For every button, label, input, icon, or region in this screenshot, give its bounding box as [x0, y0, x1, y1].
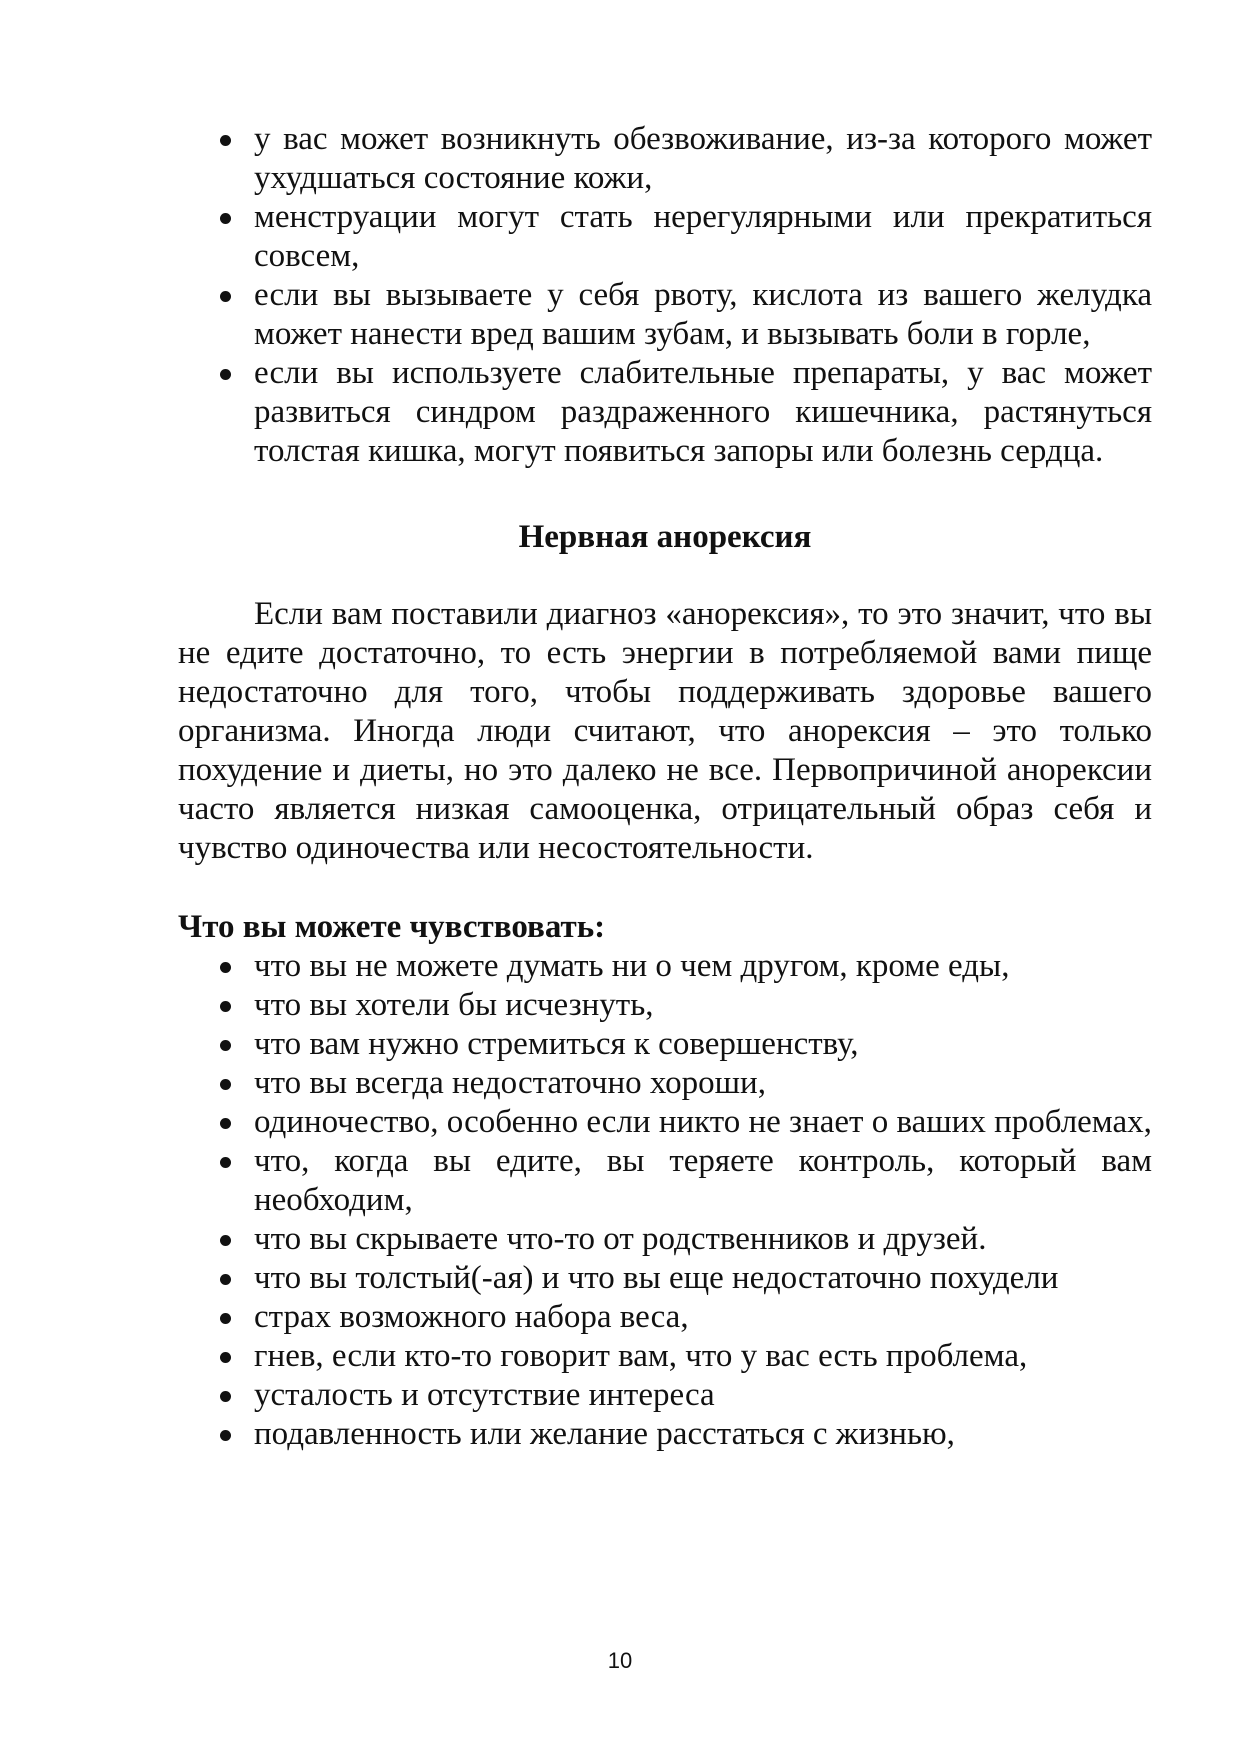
- list-item-text: если вы используете слабительные препараты, у вас может развиться синдром раздраженного кишечника, растянуться толстая кишка, могут появиться запоры или болезнь сердца.: [254, 355, 1152, 469]
- bullet-icon: [220, 1040, 231, 1051]
- list-item-text: подавленность или желание расстаться с жизнью,: [254, 1416, 955, 1452]
- list-item: [178, 1220, 1152, 1259]
- list-item: [178, 1337, 1152, 1376]
- list-item-text: что, когда вы едите, вы теряете контроль, который вам необходим,: [254, 1143, 1152, 1218]
- feelings-heading: Что вы можете чувствовать:: [178, 909, 606, 945]
- list-item-text: что вам нужно стремиться к совершенству,: [254, 1026, 859, 1062]
- section-heading: Нервная анорексия: [518, 519, 812, 555]
- page-content: [178, 120, 1152, 1454]
- list-item: [178, 276, 1152, 354]
- list-item-text: что вы толстый(-ая) и что вы еще недостаточно похудели: [254, 1260, 1059, 1296]
- list-item: [178, 1025, 1152, 1064]
- list-item: [178, 986, 1152, 1025]
- bullet-icon: [220, 1118, 231, 1129]
- bullet-icon: [220, 1235, 231, 1246]
- list-item-text: гнев, если кто-то говорит вам, что у вас есть проблема,: [254, 1338, 1028, 1374]
- consequences-list: [178, 120, 1152, 471]
- bullet-icon: [220, 369, 231, 380]
- bullet-icon: [220, 962, 231, 973]
- list-item: [178, 1259, 1152, 1298]
- list-item-text: что вы всегда недостаточно хороши,: [254, 1065, 766, 1101]
- bullet-icon: [220, 1391, 231, 1402]
- list-item: [178, 198, 1152, 276]
- list-item: [178, 1142, 1152, 1220]
- list-item-text: что вы скрываете что-то от родственников и друзей.: [254, 1221, 987, 1257]
- list-item: [178, 1103, 1152, 1142]
- feelings-list: [178, 947, 1152, 1454]
- list-item-text: страх возможного набора веса,: [254, 1299, 689, 1335]
- bullet-icon: [220, 1001, 231, 1012]
- bullet-icon: [220, 1313, 231, 1324]
- list-item: [178, 354, 1152, 471]
- bullet-icon: [220, 1430, 231, 1441]
- bullet-icon: [220, 135, 231, 146]
- body-paragraph: Если вам поставили диагноз «анорексия», то это значит, что вы не едите достаточно, то есть энергии в потребляемой вами пище недостаточно для того, чтобы поддерживать здоровье вашего организма. Иногда люди считают, что анорексия – это только похудение и диеты, но это далеко не все. Первопричиной анорексии часто является низкая самооценка, отрицательный образ себя и чувство одиночества или несостоятельности.: [178, 596, 1152, 866]
- list-item-text: что вы хотели бы исчезнуть,: [254, 987, 654, 1023]
- bullet-icon: [220, 213, 231, 224]
- bullet-icon: [220, 1274, 231, 1285]
- bullet-icon: [220, 1352, 231, 1363]
- list-item: [178, 120, 1152, 198]
- list-item: [178, 1064, 1152, 1103]
- list-item-text: что вы не можете думать ни о чем другом, кроме еды,: [254, 948, 1010, 984]
- list-item: [178, 1376, 1152, 1415]
- list-item: [178, 1298, 1152, 1337]
- list-item: [178, 1415, 1152, 1454]
- bullet-icon: [220, 1157, 231, 1168]
- list-item: [178, 947, 1152, 986]
- list-item-text: у вас может возникнуть обезвоживание, из-за которого может ухудшаться состояние кожи,: [254, 121, 1152, 196]
- bullet-icon: [220, 1079, 231, 1090]
- list-item-text: усталость и отсутствие интереса: [254, 1377, 715, 1413]
- list-item-text: одиночество, особенно если никто не знает о ваших проблемах,: [254, 1104, 1152, 1140]
- page-number: 10: [607, 1648, 633, 1673]
- bullet-icon: [220, 291, 231, 302]
- list-item-text: менструации могут стать нерегулярными или прекратиться совсем,: [254, 199, 1152, 274]
- list-item-text: если вы вызываете у себя рвоту, кислота из вашего желудка может нанести вред вашим зубам, и вызывать боли в горле,: [254, 277, 1152, 352]
